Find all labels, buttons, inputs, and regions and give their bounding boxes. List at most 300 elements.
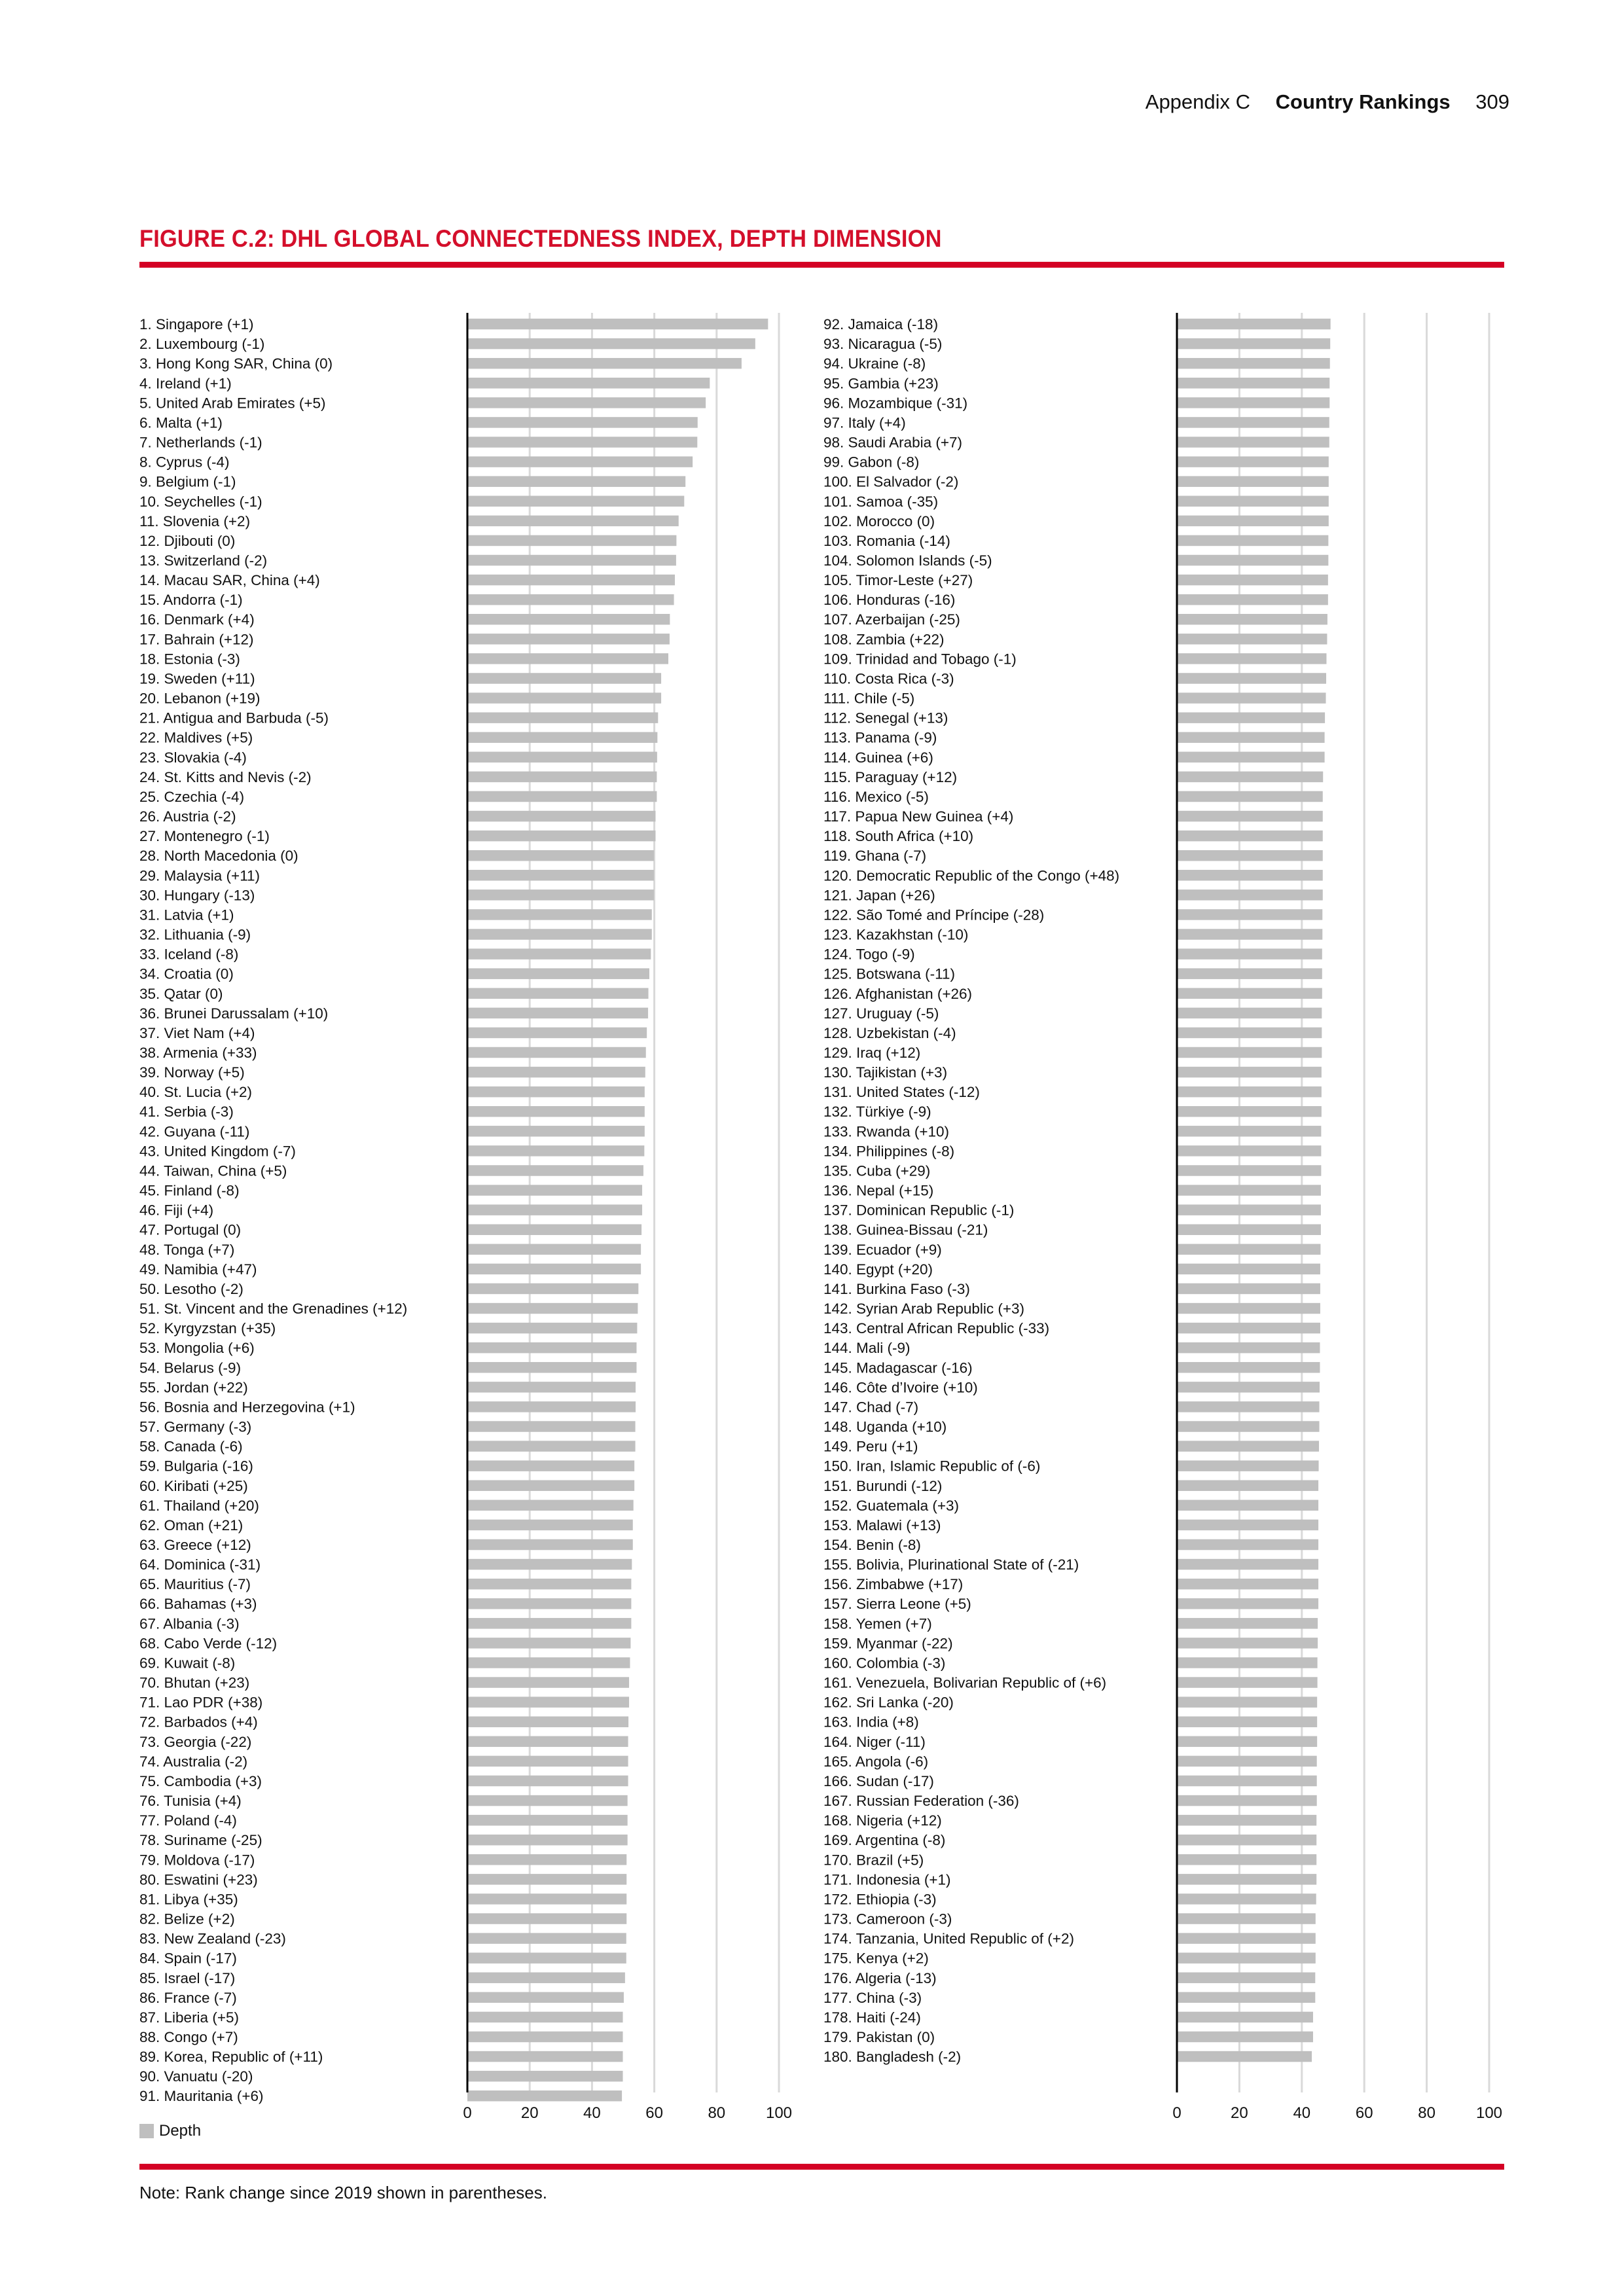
bar [467, 1028, 647, 1039]
bar [1177, 516, 1329, 527]
bar [1177, 1185, 1321, 1196]
page-number: 309 [1475, 90, 1509, 113]
bar [1177, 1677, 1318, 1688]
bar [467, 1244, 641, 1255]
bar [1177, 496, 1329, 507]
bar [467, 1204, 642, 1215]
section-title: Country Rankings [1275, 90, 1451, 113]
bar [467, 2051, 623, 2062]
category-label: 123. Kazakhstan (-10) [823, 926, 969, 943]
category-label: 37. Viet Nam (+4) [139, 1024, 255, 1041]
category-label: 171. Indonesia (+1) [823, 1871, 951, 1888]
category-label: 77. Poland (-4) [139, 1812, 237, 1829]
bar [467, 614, 670, 625]
category-label: 43. United Kingdom (-7) [139, 1143, 296, 1160]
bar [467, 1460, 634, 1471]
category-label: 1. Singapore (+1) [139, 316, 254, 333]
category-label: 38. Armenia (+33) [139, 1045, 257, 1061]
x-tick-label: 20 [520, 2104, 539, 2122]
category-label: 27. Montenegro (-1) [139, 828, 270, 845]
category-label: 170. Brazil (+5) [823, 1852, 924, 1869]
bar [1177, 1736, 1317, 1748]
category-label: 89. Korea, Republic of (+11) [139, 2049, 323, 2066]
category-label: 12. Djibouti (0) [139, 532, 236, 549]
category-label: 84. Spain (-17) [139, 1950, 237, 1967]
category-label: 19. Sweden (+11) [139, 670, 255, 687]
bar [1177, 1441, 1319, 1452]
category-label: 115. Paraguay (+12) [823, 768, 958, 785]
bar [1177, 1933, 1316, 1944]
bar [1177, 732, 1325, 743]
category-label: 158. Yemen (+7) [823, 1615, 932, 1632]
bar [1177, 811, 1323, 822]
category-label: 8. Cyprus (-4) [139, 454, 230, 471]
bar [1177, 1854, 1316, 1865]
category-label: 155. Bolivia, Plurinational State of (-21) [823, 1556, 1079, 1573]
bar [467, 1696, 629, 1708]
category-label: 149. Peru (+1) [823, 1438, 918, 1455]
bar [1177, 1696, 1317, 1708]
footnote: Note: Rank change since 2019 shown in parentheses. [139, 2183, 547, 2202]
bar [467, 752, 657, 763]
bar [467, 850, 654, 861]
category-label: 23. Slovakia (-4) [139, 749, 247, 766]
category-label: 53. Mongolia (+6) [139, 1340, 255, 1357]
bar [1177, 535, 1328, 547]
category-label: 88. Congo (+7) [139, 2029, 238, 2045]
category-label: 47. Portugal (0) [139, 1221, 242, 1238]
category-label: 17. Bahrain (+12) [139, 631, 254, 648]
category-label: 101. Samoa (-35) [823, 493, 939, 510]
category-label: 76. Tunisia (+4) [139, 1793, 242, 1810]
bar [467, 831, 656, 842]
bar [467, 397, 706, 408]
category-label: 16. Denmark (+4) [139, 611, 255, 628]
bar [467, 1756, 628, 1767]
bar [1177, 1952, 1316, 1964]
category-label: 166. Sudan (-17) [823, 1772, 934, 1789]
category-label: 9. Belgium (-1) [139, 473, 236, 490]
category-label: 178. Haiti (-24) [823, 2009, 921, 2026]
category-label: 104. Solomon Islands (-5) [823, 552, 992, 569]
bar [467, 1795, 628, 1806]
category-label: 49. Namibia (+47) [139, 1261, 257, 1278]
category-label: 39. Norway (+5) [139, 1064, 245, 1081]
category-label: 180. Bangladesh (-2) [823, 2049, 962, 2066]
category-label: 24. St. Kitts and Nevis (-2) [139, 768, 312, 785]
category-label: 131. United States (-12) [823, 1084, 980, 1101]
category-label: 121. Japan (+26) [823, 887, 935, 904]
category-label: 126. Afghanistan (+26) [823, 985, 973, 1002]
category-label: 156. Zimbabwe (+17) [823, 1576, 964, 1593]
category-label: 10. Seychelles (-1) [139, 493, 262, 510]
bar [1177, 2032, 1313, 2043]
category-label: 58. Canada (-6) [139, 1438, 243, 1455]
category-label: 109. Trinidad and Tobago (-1) [823, 651, 1017, 668]
bar [467, 1874, 626, 1885]
bar [467, 1047, 646, 1058]
bar [1177, 358, 1330, 369]
category-label: 177. China (-3) [823, 1989, 922, 2006]
bar [1177, 1835, 1316, 1846]
x-tick-label: 60 [1355, 2104, 1373, 2122]
bar [1177, 1973, 1315, 1984]
bar [1177, 968, 1322, 979]
bar [1177, 653, 1326, 664]
category-label: 81. Libya (+35) [139, 1891, 238, 1908]
bar [467, 1598, 631, 1609]
category-label: 21. Antigua and Barbuda (-5) [139, 709, 329, 726]
category-label: 142. Syrian Arab Republic (+3) [823, 1300, 1025, 1318]
bar [467, 1480, 634, 1492]
bar [467, 1893, 626, 1905]
category-label: 106. Honduras (-16) [823, 592, 956, 609]
category-label: 4. Ireland (+1) [139, 375, 232, 392]
category-label: 154. Benin (-8) [823, 1537, 921, 1553]
bar [467, 2012, 623, 2023]
category-label: 44. Taiwan, China (+5) [139, 1162, 287, 1179]
category-label: 119. Ghana (-7) [823, 848, 927, 865]
bar [467, 1520, 633, 1531]
bar [1177, 1520, 1318, 1531]
bar [1177, 850, 1323, 861]
bar [1177, 338, 1330, 350]
x-tick-label: 20 [1231, 2104, 1248, 2122]
bar [467, 1638, 630, 1649]
category-label: 161. Venezuela, Bolivarian Republic of (+6) [823, 1674, 1107, 1691]
bar [1177, 988, 1322, 999]
bar [1177, 1618, 1318, 1629]
category-label: 70. Bhutan (+23) [139, 1674, 250, 1691]
category-label: 151. Burundi (-12) [823, 1477, 943, 1494]
category-label: 145. Madagascar (-16) [823, 1359, 973, 1376]
bar [1177, 417, 1329, 428]
bar [467, 948, 651, 960]
category-label: 175. Kenya (+2) [823, 1950, 929, 1967]
category-label: 14. Macau SAR, China (+4) [139, 572, 320, 589]
bar [1177, 1795, 1317, 1806]
bar [467, 2090, 622, 2102]
category-label: 68. Cabo Verde (-12) [139, 1635, 278, 1652]
category-label: 40. St. Lucia (+2) [139, 1084, 252, 1101]
category-label: 132. Türkiye (-9) [823, 1103, 931, 1121]
category-label: 50. Lesotho (-2) [139, 1280, 244, 1297]
category-label: 36. Brunei Darussalam (+10) [139, 1005, 329, 1022]
bar [467, 889, 654, 901]
bar [1177, 555, 1328, 566]
bar [467, 732, 657, 743]
bar [467, 1539, 633, 1551]
bar [467, 417, 698, 428]
bar [1177, 1126, 1321, 1137]
x-tick-label: 40 [583, 2104, 601, 2122]
category-label: 96. Mozambique (-31) [823, 395, 968, 412]
category-label: 60. Kiribati (+25) [139, 1477, 248, 1494]
category-label: 64. Dominica (-31) [139, 1556, 261, 1573]
category-label: 172. Ethiopia (-3) [823, 1891, 937, 1908]
bar [1177, 1342, 1320, 1354]
bar [467, 1126, 645, 1137]
category-label: 135. Cuba (+29) [823, 1162, 931, 1179]
category-label: 122. São Tomé and Príncipe (-28) [823, 906, 1045, 924]
bar [1177, 397, 1329, 408]
category-label: 107. Azerbaijan (-25) [823, 611, 960, 628]
bar [1177, 1480, 1318, 1492]
bar [467, 1441, 636, 1452]
legend [139, 2122, 201, 2140]
category-label: 41. Serbia (-3) [139, 1103, 234, 1121]
category-label: 160. Colombia (-3) [823, 1655, 946, 1672]
category-label: 59. Bulgaria (-16) [139, 1458, 253, 1475]
bar [1177, 1579, 1318, 1590]
bar [1177, 1815, 1316, 1826]
category-label: 148. Uganda (+10) [823, 1418, 947, 1435]
bar [1177, 378, 1329, 389]
bar [1177, 1283, 1320, 1295]
bar [467, 2071, 623, 2082]
bar [1177, 1145, 1321, 1157]
category-label: 80. Eswatini (+23) [139, 1871, 258, 1888]
bar [1177, 634, 1327, 645]
category-label: 18. Estonia (-3) [139, 651, 240, 668]
category-label: 127. Uruguay (-5) [823, 1005, 939, 1022]
bar [1177, 791, 1323, 802]
category-label: 108. Zambia (+22) [823, 631, 945, 648]
bar [467, 555, 676, 566]
category-label: 13. Switzerland (-2) [139, 552, 268, 569]
legend-swatch-depth [139, 2124, 154, 2138]
bar [467, 772, 657, 783]
bar [467, 1952, 626, 1964]
bar [467, 496, 684, 507]
bar [467, 456, 693, 467]
bar [467, 673, 661, 684]
bar [1177, 437, 1329, 448]
bar [1177, 948, 1322, 960]
bar [1177, 1086, 1322, 1098]
category-label: 114. Guinea (+6) [823, 749, 933, 766]
bar [1177, 772, 1323, 783]
bar [467, 1323, 637, 1334]
category-label: 105. Timor-Leste (+27) [823, 572, 973, 589]
bar [467, 535, 676, 547]
category-label: 79. Moldova (-17) [139, 1852, 255, 1869]
bar [467, 1283, 638, 1295]
category-label: 173. Cameroon (-3) [823, 1910, 952, 1928]
bar [1177, 594, 1328, 605]
category-label: 94. Ukraine (-8) [823, 355, 926, 372]
bar [467, 575, 675, 586]
bar [467, 1716, 628, 1727]
category-label: 139. Ecuador (+9) [823, 1241, 942, 1258]
bar [467, 1165, 643, 1176]
category-label: 54. Belarus (-9) [139, 1359, 242, 1376]
bar [467, 1579, 631, 1590]
bar [467, 1736, 628, 1748]
bar [1177, 1657, 1318, 1668]
bar [1177, 1460, 1319, 1471]
category-label: 48. Tonga (+7) [139, 1241, 235, 1258]
category-label: 138. Guinea-Bissau (-21) [823, 1221, 988, 1238]
category-label: 5. United Arab Emirates (+5) [139, 395, 326, 412]
category-label: 29. Malaysia (+11) [139, 867, 261, 884]
category-label: 128. Uzbekistan (-4) [823, 1024, 956, 1041]
bar [467, 968, 649, 979]
bar [1177, 1421, 1320, 1432]
category-label: 45. Finland (-8) [139, 1182, 240, 1199]
category-label: 46. Fiji (+4) [139, 1202, 214, 1219]
category-label: 2. Luxembourg (-1) [139, 336, 265, 353]
x-tick-label: 60 [645, 2104, 663, 2122]
bar [467, 712, 658, 723]
category-label: 15. Andorra (-1) [139, 592, 243, 609]
legend-label-depth: Depth [159, 2122, 202, 2140]
category-label: 95. Gambia (+23) [823, 375, 939, 392]
category-label: 165. Angola (-6) [823, 1753, 929, 1770]
bar [467, 1401, 636, 1412]
x-tick-label: 0 [1172, 2104, 1182, 2122]
bar [1177, 1756, 1317, 1767]
category-label: 83. New Zealand (-23) [139, 1930, 286, 1947]
bar [1177, 889, 1323, 901]
category-label: 147. Chad (-7) [823, 1399, 919, 1416]
bar [1177, 2012, 1313, 2023]
bar [1177, 1913, 1316, 1924]
category-label: 73. Georgia (-22) [139, 1733, 252, 1750]
category-label: 25. Czechia (-4) [139, 788, 245, 805]
category-label: 57. Germany (-3) [139, 1418, 252, 1435]
bar [467, 594, 674, 605]
bar [1177, 575, 1328, 586]
bar [467, 870, 654, 881]
bar [467, 1086, 645, 1098]
category-label: 157. Sierra Leone (+5) [823, 1596, 971, 1613]
bar [467, 1067, 645, 1078]
category-label: 33. Iceland (-8) [139, 946, 239, 963]
bar [467, 1224, 641, 1235]
category-label: 11. Slovenia (+2) [139, 512, 251, 529]
category-label: 116. Mexico (-5) [823, 788, 929, 805]
bar [1177, 870, 1323, 881]
bar [1177, 1638, 1318, 1649]
category-label: 55. Jordan (+22) [139, 1379, 248, 1396]
bar [1177, 1382, 1320, 1393]
bar [1177, 1028, 1322, 1039]
bar [467, 1835, 628, 1846]
category-label: 42. Guyana (-11) [139, 1123, 250, 1140]
category-label: 74. Australia (-2) [139, 1753, 248, 1770]
category-label: 86. France (-7) [139, 1989, 237, 2006]
category-label: 100. El Salvador (-2) [823, 473, 959, 490]
category-label: 32. Lithuania (-9) [139, 926, 251, 943]
category-label: 120. Democratic Republic of the Congo (+48) [823, 867, 1120, 884]
bar [1177, 2051, 1312, 2062]
x-tick-label: 100 [765, 2104, 793, 2122]
category-label: 7. Netherlands (-1) [139, 434, 262, 451]
category-label: 168. Nigeria (+12) [823, 1812, 942, 1829]
bar [1177, 476, 1329, 487]
x-tick-label: 80 [708, 2104, 726, 2122]
category-label: 75. Cambodia (+3) [139, 1772, 262, 1789]
category-label: 176. Algeria (-13) [823, 1969, 937, 1986]
bar [467, 1677, 629, 1688]
category-label: 3. Hong Kong SAR, China (0) [139, 355, 333, 372]
bar [467, 358, 742, 369]
category-label: 167. Russian Federation (-36) [823, 1793, 1019, 1810]
category-label: 174. Tanzania, United Republic of (+2) [823, 1930, 1074, 1947]
category-label: 92. Jamaica (-18) [823, 316, 939, 333]
bar [1177, 1323, 1320, 1334]
category-label: 164. Niger (-11) [823, 1733, 926, 1750]
bar [467, 437, 697, 448]
category-label: 51. St. Vincent and the Grenadines (+12) [139, 1300, 408, 1318]
bar [467, 653, 668, 664]
bar [467, 909, 652, 920]
bar [467, 1854, 626, 1865]
category-label: 26. Austria (-2) [139, 808, 236, 825]
bar [1177, 752, 1325, 763]
bar [467, 1500, 634, 1511]
bar [1177, 831, 1323, 842]
bar [467, 1264, 641, 1275]
bar [1177, 1598, 1318, 1609]
category-label: 124. Togo (-9) [823, 946, 915, 963]
bar [467, 692, 661, 704]
bar [1177, 712, 1325, 723]
bar [1177, 1047, 1322, 1058]
bar [467, 1618, 631, 1629]
category-label: 98. Saudi Arabia (+7) [823, 434, 963, 451]
category-label: 117. Papua New Guinea (+4) [823, 808, 1014, 825]
bar [1177, 1303, 1320, 1314]
bar [467, 319, 768, 330]
bar [1177, 614, 1327, 625]
bar [1177, 1106, 1322, 1117]
bar [467, 1145, 644, 1157]
bar [1177, 456, 1329, 467]
category-label: 129. Iraq (+12) [823, 1045, 921, 1061]
category-label: 162. Sri Lanka (-20) [823, 1694, 954, 1711]
category-label: 6. Malta (+1) [139, 414, 223, 431]
bar [1177, 319, 1331, 330]
category-label: 159. Myanmar (-22) [823, 1635, 953, 1652]
category-label: 61. Thailand (+20) [139, 1497, 259, 1514]
bar [467, 1106, 645, 1117]
bar [467, 1362, 636, 1373]
category-label: 93. Nicaragua (-5) [823, 336, 943, 353]
bar [467, 476, 685, 487]
bar [1177, 1874, 1316, 1885]
bar [1177, 1716, 1317, 1727]
category-label: 82. Belize (+2) [139, 1910, 235, 1928]
category-label: 103. Romania (-14) [823, 532, 950, 549]
bar [467, 1776, 628, 1787]
bar [467, 1992, 624, 2003]
category-label: 30. Hungary (-13) [139, 887, 255, 904]
bar [467, 811, 656, 822]
bar [1177, 909, 1322, 920]
category-label: 150. Iran, Islamic Republic of (-6) [823, 1458, 1041, 1475]
category-label: 91. Mauritania (+6) [139, 2088, 264, 2105]
category-label: 134. Philippines (-8) [823, 1143, 955, 1160]
category-label: 143. Central African Republic (-33) [823, 1320, 1050, 1337]
category-label: 35. Qatar (0) [139, 985, 223, 1002]
category-label: 67. Albania (-3) [139, 1615, 240, 1632]
bar [467, 338, 755, 350]
category-label: 153. Malawi (+13) [823, 1516, 941, 1534]
figure-title: FIGURE C.2: DHL GLOBAL CONNECTEDNESS INDEX, DEPTH DIMENSION [139, 225, 942, 252]
category-label: 137. Dominican Republic (-1) [823, 1202, 1015, 1219]
